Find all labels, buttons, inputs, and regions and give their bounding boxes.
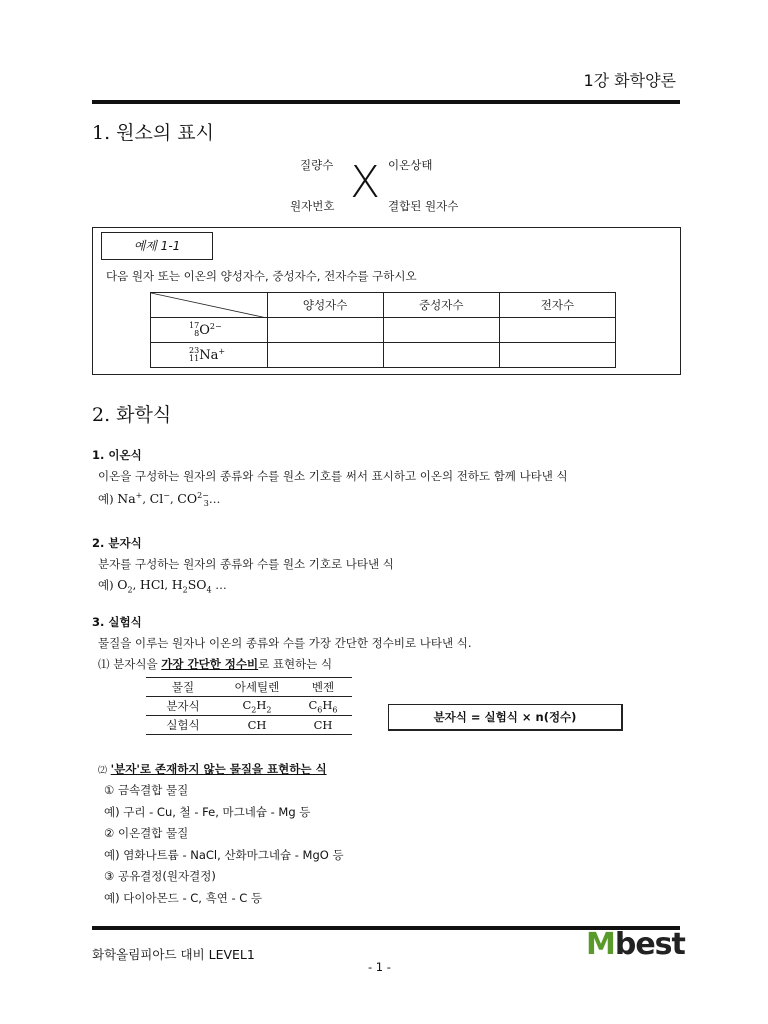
list-item: 예) 다이아몬드 - C, 흑연 - C 등	[104, 890, 263, 905]
page-number: - 1 -	[368, 960, 391, 974]
answer-cell[interactable]	[383, 318, 499, 343]
empirical-desc: 물질을 이루는 원자나 이온의 종류와 수를 가장 간단한 정수비로 나타낸 식.	[98, 636, 472, 650]
benzene-empirical: CH	[313, 718, 333, 733]
diagram-atomic-number: 원자번호	[290, 199, 335, 213]
molecular-desc: 분자를 구성하는 원자의 종류와 수를 원소 기호로 나타낸 식	[98, 557, 394, 571]
table-row	[151, 343, 616, 368]
answer-cell[interactable]	[499, 343, 615, 368]
empirical-heading: 3. 실험식	[92, 615, 142, 629]
answer-cell[interactable]	[383, 343, 499, 368]
answer-cell[interactable]	[499, 318, 615, 343]
header-neutrons: 중성자수	[383, 293, 499, 318]
empirical-sub2: ⑵ '분자'로 존재하지 않는 물질을 표현하는 식	[98, 762, 327, 776]
row-label: 분자식	[166, 699, 200, 714]
section-title-1: 1. 원소의 표시	[92, 122, 214, 144]
diagram-atom-count: 결합된 원자수	[388, 199, 459, 213]
diagonal-line	[151, 293, 267, 318]
header-rule	[92, 100, 680, 104]
header-protons: 양성자수	[267, 293, 383, 318]
nuclide-oxygen: 17 $8O^{2-}$	[151, 318, 268, 343]
benzene-molecular: $C_6H_6$	[308, 698, 338, 715]
list-item: ① 금속결합 물질	[104, 783, 189, 797]
molecular-heading: 2. 분자식	[92, 536, 142, 550]
col-benzene: 벤젠	[311, 680, 335, 694]
formula-box: 분자식 = 실험식 × n(정수)	[388, 704, 623, 731]
table-row	[146, 697, 352, 716]
lecture-title: 1강 화학양론	[583, 71, 676, 90]
table-row	[146, 716, 352, 735]
ionic-desc: 이온을 구성하는 원자의 종류와 수를 원소 기호를 써서 표시하고 이온의 전하도 함께 나타낸 식	[98, 469, 568, 483]
ionic-example: 예) Na+, Cl−, CO2− 3…	[98, 491, 221, 508]
col-acetylene: 아세틸렌	[234, 680, 280, 694]
empirical-items	[104, 780, 344, 909]
answer-cell[interactable]	[267, 343, 383, 368]
acetylene-molecular: $C_2H_2$	[242, 698, 272, 715]
diagram-mass-number: 질량수	[300, 158, 334, 172]
example-label: 예제 1-1	[101, 232, 213, 260]
acetylene-empirical: CH	[247, 718, 267, 733]
section-title-2: 2. 화학식	[92, 404, 172, 426]
header-electrons: 전자수	[499, 293, 615, 318]
footer-course: 화학올림피아드 대비 LEVEL1	[92, 947, 255, 962]
molecular-example: 예) $O_2$, HCl, $H_2SO_4$ …	[98, 577, 227, 595]
table-row	[151, 318, 616, 343]
ionic-heading: 1. 이온식	[92, 448, 142, 462]
diagram-ion-state: 이온상태	[388, 158, 433, 172]
list-item: 예) 구리 - Cu, 철 - Fe, 마그네슘 - Mg 등	[104, 804, 311, 819]
list-item: 예) 염화나트륨 - NaCl, 산화마그네슘 - MgO 등	[104, 847, 344, 862]
element-symbol-x: X	[350, 157, 381, 208]
example-question: 다음 원자 또는 이온의 양성자수, 중성자수, 전자수를 구하시오	[106, 269, 417, 283]
col-substance: 물질	[171, 680, 195, 694]
example-table	[150, 292, 616, 368]
table-corner-cell	[151, 293, 268, 318]
row-label: 실험식	[166, 718, 200, 733]
empirical-sub1: ⑴ 분자식을 가장 간단한 정수비로 표현하는 식	[98, 657, 333, 671]
empirical-table	[146, 677, 352, 735]
answer-cell[interactable]	[267, 318, 383, 343]
list-item: ② 이온결합 물질	[104, 826, 189, 840]
mbest-logo: Mbest	[586, 927, 685, 962]
nuclide-sodium: 23 11Na+	[151, 343, 268, 368]
list-item: ③ 공유결정(원자결정)	[104, 869, 216, 883]
